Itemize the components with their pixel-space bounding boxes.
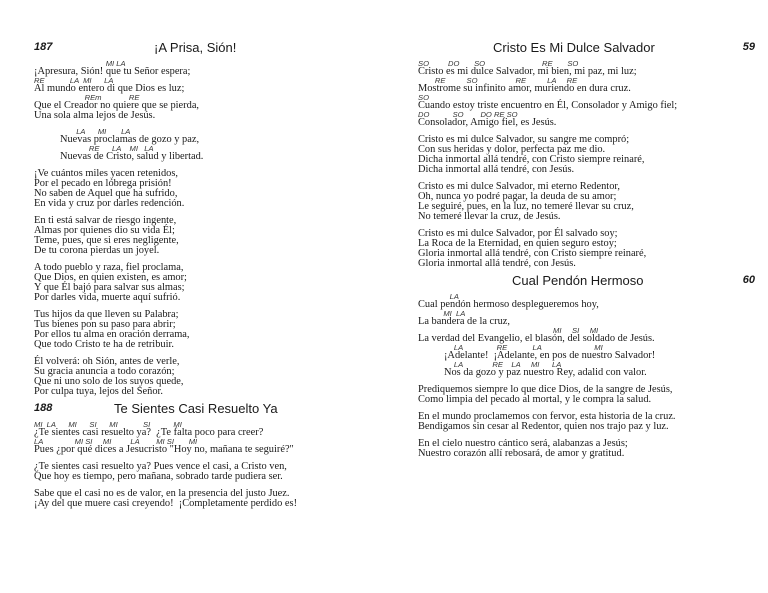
lyric-line: Su gracia anuncia a todo corazón; — [34, 366, 175, 377]
hymn-body — [418, 293, 743, 459]
chord-line: RE LA MI LA — [34, 76, 114, 85]
lyric-line: Por darles vida, muerte aquí sufrió. — [34, 292, 181, 303]
lyric-line: Una sola alma lejos de Jesús. — [34, 110, 156, 121]
chord-line: RE SO RE LA RE — [418, 76, 578, 85]
hymn-header — [34, 40, 359, 58]
lyric-line: Cual pendón hermoso desplegueremos hoy, — [418, 299, 599, 310]
lyric-line: En el mundo proclamemos con fervor, esta historia de la cruz. — [418, 411, 676, 422]
lyric-line: Oh, nunca yo podré pagar, la deuda de su amor; — [418, 191, 617, 202]
chord-line: MI LA — [418, 309, 466, 318]
lyric-line: ¿Te sientes casi resuelto ya? ¿Te falta poco para creer? — [34, 427, 264, 438]
lyric-line: Tus hijos da que lleven su Palabra; — [34, 309, 179, 320]
lyric-line: Que hoy es tiempo, pero mañana, sobrado tarde pudiera ser. — [34, 471, 283, 482]
hymn-number: 187 — [34, 41, 53, 53]
chord-line: MI SI MI — [418, 326, 599, 335]
lyric-line: Dicha inmortal allá tendré, con Jesús. — [418, 164, 575, 175]
lyric-line: ¡Apresura, Sión! que tu Señor espera; — [34, 66, 191, 77]
chord-line: SO — [418, 93, 429, 102]
hymn-title: Cual Pendón Hermoso — [512, 273, 644, 288]
lyric-line: Consolador, Amigo fiel, es Jesús. — [418, 117, 557, 128]
chord-line: MI LA — [34, 59, 126, 68]
lyric-line: En el cielo nuestro cántico será, alabanzas a Jesús; — [418, 438, 628, 449]
lyric-line: Pues ¿por qué dices a Jesucristo "Hoy no, mañana te seguiré?" — [34, 444, 294, 455]
lyric-line: La verdad del Evangelio, el blasón, del soldado de Jesús. — [418, 333, 655, 344]
lyric-line: Dicha inmortal allá tendré, con Cristo siempre reinaré, — [418, 154, 645, 165]
lyric-line: Por culpa tuya, lejos del Señor. — [34, 386, 163, 397]
chord-line: LA RE LA MI LA — [418, 360, 562, 369]
lyric-line: Nuevas de Cristo, salud y libertad. — [34, 151, 204, 162]
lyric-line: Tus bienes pon su paso para abrir; — [34, 319, 176, 330]
lyric-line: Cuando estoy triste encuentro en Él, Consolador y Amigo fiel; — [418, 100, 678, 111]
lyric-line: Cristo es mi dulce Salvador, su sangre me compró; — [418, 134, 630, 145]
lyric-line: De tu corona pierdas un joyel. — [34, 245, 160, 256]
lyric-line: Cristo es mi dulce Salvador, mi eterno Redentor, — [418, 181, 621, 192]
chord-line: DO SO DO RE SO — [418, 110, 518, 119]
hymn-header — [418, 273, 755, 291]
lyric-line: ¡Ay del que muere casi creyendo! ¡Completamente perdido es! — [34, 498, 298, 509]
lyric-line: En ti está salvar de riesgo ingente, — [34, 215, 177, 226]
hymn-body — [34, 60, 359, 397]
chord-line: RE LA MI LA — [34, 144, 154, 153]
lyric-line: La Roca de la Eternidad, en quien seguro estoy; — [418, 238, 617, 249]
lyric-line: La bandera de la cruz, — [418, 316, 511, 327]
lyric-line: Que todo Cristo te ha de retribuir. — [34, 339, 174, 350]
lyric-line: Almas por quienes dio su vida Él; — [34, 225, 175, 236]
chord-line: MI LA MI SI MI SI MI — [34, 420, 182, 429]
lyric-line: Gloria inmortal allá tendré, con Cristo siempre reinaré, — [418, 248, 647, 259]
chord-line: REm RE — [34, 93, 140, 102]
lyric-line: Él volverá: oh Sión, antes de verle, — [34, 356, 180, 367]
lyric-line: Como limpia del pecado al mortal, y le compra la salud. — [418, 394, 652, 405]
hymn-number: 59 — [742, 41, 755, 53]
hymn-header — [418, 40, 755, 58]
lyric-line: Nuestro corazón allí rebosará, de amor y gratitud. — [418, 448, 625, 459]
lyric-line: Y que Él bajó para salvar sus almas; — [34, 282, 185, 293]
lyric-line: Bendigamos sin cesar al Redentor, quien nos trajo paz y luz. — [418, 421, 669, 432]
lyric-line: Cristo es mi dulce Salvador, mi bien, mi paz, mi luz; — [418, 66, 637, 77]
lyric-line: Con sus heridas y dolor, perfecta paz me dio. — [418, 144, 606, 155]
lyric-line: Que ni uno solo de los suyos quede, — [34, 376, 184, 387]
lyric-line: Que el Creador no quiere que se pierda, — [34, 100, 200, 111]
hymn-title: Cristo Es Mi Dulce Salvador — [493, 40, 655, 55]
lyric-line: Le seguiré, pues, en la luz, no temeré llevar su cruz, — [418, 201, 634, 212]
hymn-number: 188 — [34, 402, 53, 414]
hymn-header — [34, 401, 359, 419]
hymn-title: Te Sientes Casi Resuelto Ya — [114, 401, 278, 416]
lyric-line: Sabe que el casi no es de valor, en la presencia del justo Juez. — [34, 488, 290, 499]
hymn-number: 60 — [742, 274, 755, 286]
lyric-line: Nuevas proclamas de gozo y paz, — [34, 134, 200, 145]
hymn-body — [34, 421, 359, 509]
hymn-title: ¡A Prisa, Sión! — [154, 40, 237, 55]
lyric-line: Por ellos tu alma en oración derrama, — [34, 329, 190, 340]
lyric-line: Cristo es mi dulce Salvador, por Él salvado soy; — [418, 228, 618, 239]
lyric-line: Al mundo entero di que Dios es luz; — [34, 83, 185, 94]
chord-line: LA MI SI MI LA MI SI MI — [34, 437, 198, 446]
lyric-line: No saben de Aquel que ha sufrido, — [34, 188, 178, 199]
chord-line: LA MI LA — [34, 127, 131, 136]
lyric-line: ¿Te sientes casi resuelto ya? Pues vence el casi, a Cristo ven, — [34, 461, 287, 472]
lyric-line: Que Dios, en quien existen, es amor; — [34, 272, 187, 283]
lyric-line: Prediquemos siempre lo que dice Dios, de la sangre de Jesús, — [418, 384, 673, 395]
lyric-line: Gloria inmortal allá tendré, con Jesús. — [418, 258, 576, 269]
hymn-body — [418, 60, 743, 269]
lyric-line: En vida y cruz por darles redención. — [34, 198, 185, 209]
lyric-line: A todo pueblo y raza, fiel proclama, — [34, 262, 184, 273]
lyric-line: ¡Ve cuántos miles yacen retenidos, — [34, 168, 178, 179]
lyric-line: No temeré llevar la cruz, de Jesús. — [418, 211, 561, 222]
chord-line: LA — [418, 292, 459, 301]
chord-line: LA RE LA MI — [418, 343, 603, 352]
lyric-line: ¡Adelante! ¡Adelante, en pos de nuestro Salvador! — [418, 350, 656, 361]
right-page — [418, 40, 755, 459]
chord-line: SO DO SO RE SO — [418, 59, 579, 68]
lyric-line: Teme, pues, que si eres negligente, — [34, 235, 179, 246]
lyric-line: Mostrome su infinito amor, muriendo en dura cruz. — [418, 83, 631, 94]
lyric-line: Por el pecado en lóbrega prisión! — [34, 178, 172, 189]
left-page — [34, 40, 359, 509]
lyric-line: Nos da gozo y paz nuestro Rey, adalid con valor. — [418, 367, 647, 378]
